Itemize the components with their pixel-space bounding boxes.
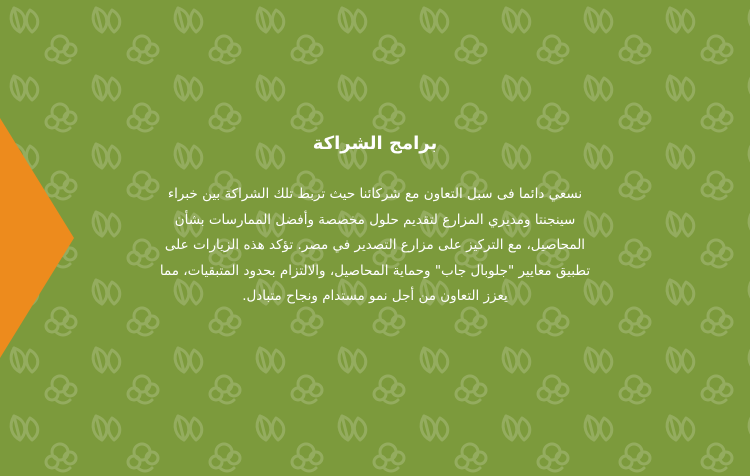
section-title: برامج الشراكة bbox=[312, 133, 438, 154]
partnership-content bbox=[150, 128, 600, 310]
section-description: نسعي دائما فى سبل التعاون مع شركائنا حيث تربط تلك الشراكة بين خبراء سينجنتا ومديري المزارع لتقديم حلول مخصصة وأفضل الممارسات بشأن المحاصيل، مع التركيز على مزارع التصدير في مصر. تؤكد هذه الزيارات على تطبيق معايير "جلوبال جاب" وحماية المحاصيل، والالتزام بحدود المتبقيات، مما يعزز التعاون من أجل نمو مستدام ونجاح متبادل. bbox=[159, 186, 591, 304]
orange-arrow-icon bbox=[0, 118, 74, 358]
